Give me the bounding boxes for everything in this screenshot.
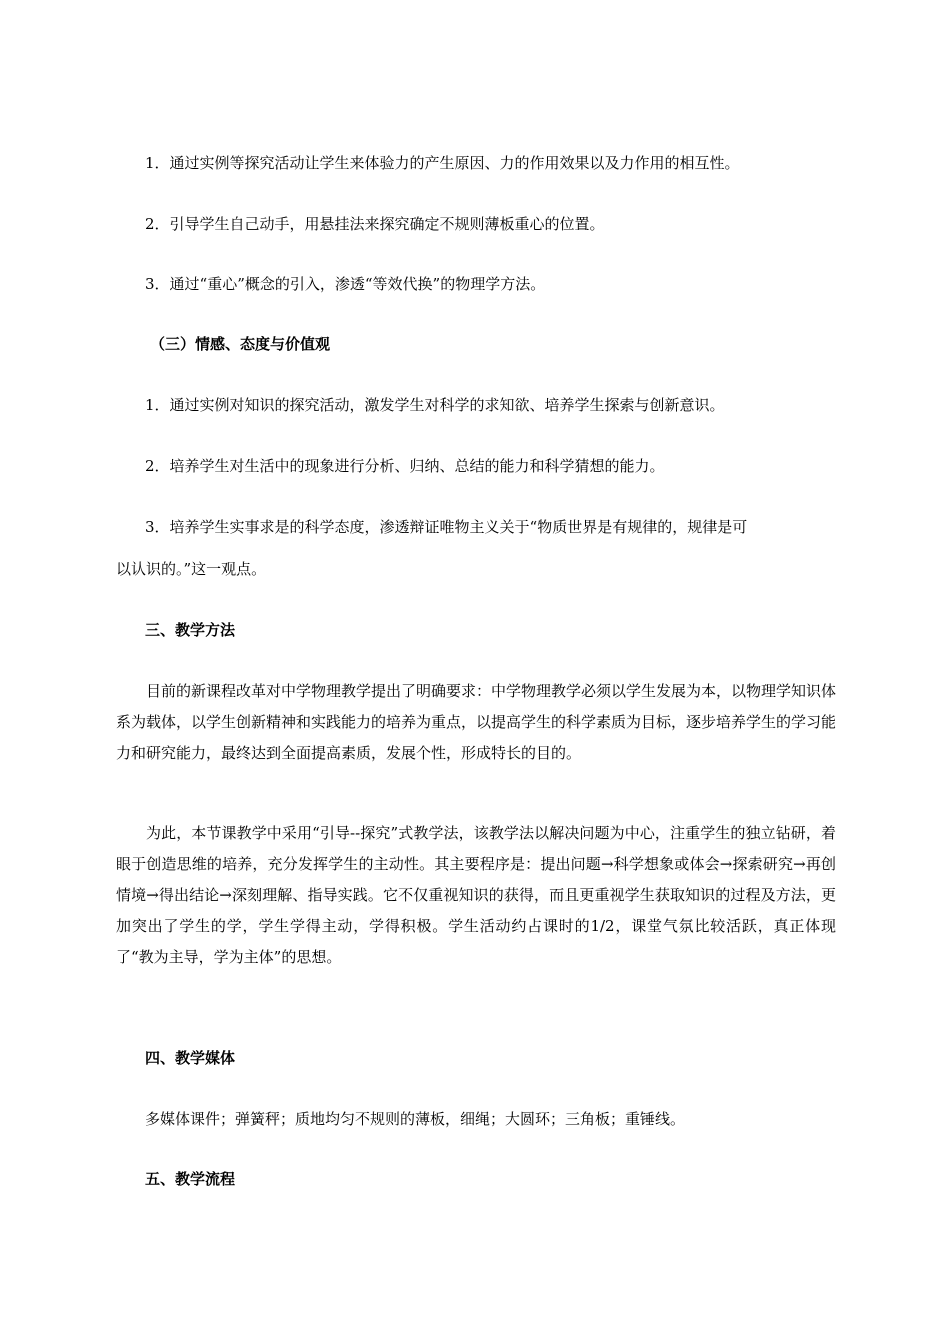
emotion-item-1: 1．通过实例对知识的探究活动，激发学生对科学的求知欲、培养学生探索与创新意识。	[145, 396, 725, 414]
emotion-item-2: 2．培养学生对生活中的现象进行分析、归纳、总结的能力和科学猜想的能力。	[145, 457, 665, 475]
section-heading-emotion: （三）情感、态度与价值观	[150, 335, 331, 353]
emotion-item-3-line-1: 3．培养学生实事求是的科学态度，渗透辩证唯物主义关于“物质世界是有规律的，规律是可	[145, 518, 748, 536]
methods-paragraph-1: 目前的新课程改革对中学物理教学提出了明确要求：中学物理教学必须以学生发展为本，以物理学知识体系为载体，以学生创新精神和实践能力的培养为重点，以提高学生的科学素质为目标，逐步培养学生的学习能力和研究能力，最终达到全面提高素质，发展个性，形成特长的目的。	[116, 682, 837, 762]
ability-item-2: 2．引导学生自己动手，用悬挂法来探究确定不规则薄板重心的位置。	[145, 215, 605, 233]
ability-item-1: 1．通过实例等探究活动让学生来体验力的产生原因、力的作用效果以及力作用的相互性。	[145, 154, 740, 172]
heading-teaching-methods: 三、教学方法	[145, 621, 236, 639]
methods-paragraph-2: 为此，本节课教学中采用“引导--探究”式教学法，该教学法以解决问题为中心，注重学生的独立钻研，着眼于创造思维的培养，充分发挥学生的主动性。其主要程序是：提出问题→科学想象或体会→探索研究→再创情境→得出结论→深刻理解、指导实践。它不仅重视知识的获得，而且更重视学生获取知识的过程及方法，更加突出了学生的学，学生学得主动，学得积极。学生活动约占课时的1/2，课堂气氛比较活跃，真正体现了“教为主导，学为主体”的思想。	[116, 824, 836, 966]
heading-teaching-media: 四、教学媒体	[145, 1049, 236, 1067]
emotion-item-3-line-2: 以认识的。”这一观点。	[116, 560, 267, 578]
ability-item-3: 3．通过“重心”概念的引入，渗透“等效代换”的物理学方法。	[145, 275, 546, 293]
media-list: 多媒体课件；弹簧秤；质地均匀不规则的薄板，细绳；大圆环；三角板；重锤线。	[145, 1110, 686, 1128]
heading-teaching-flow: 五、教学流程	[145, 1170, 236, 1188]
